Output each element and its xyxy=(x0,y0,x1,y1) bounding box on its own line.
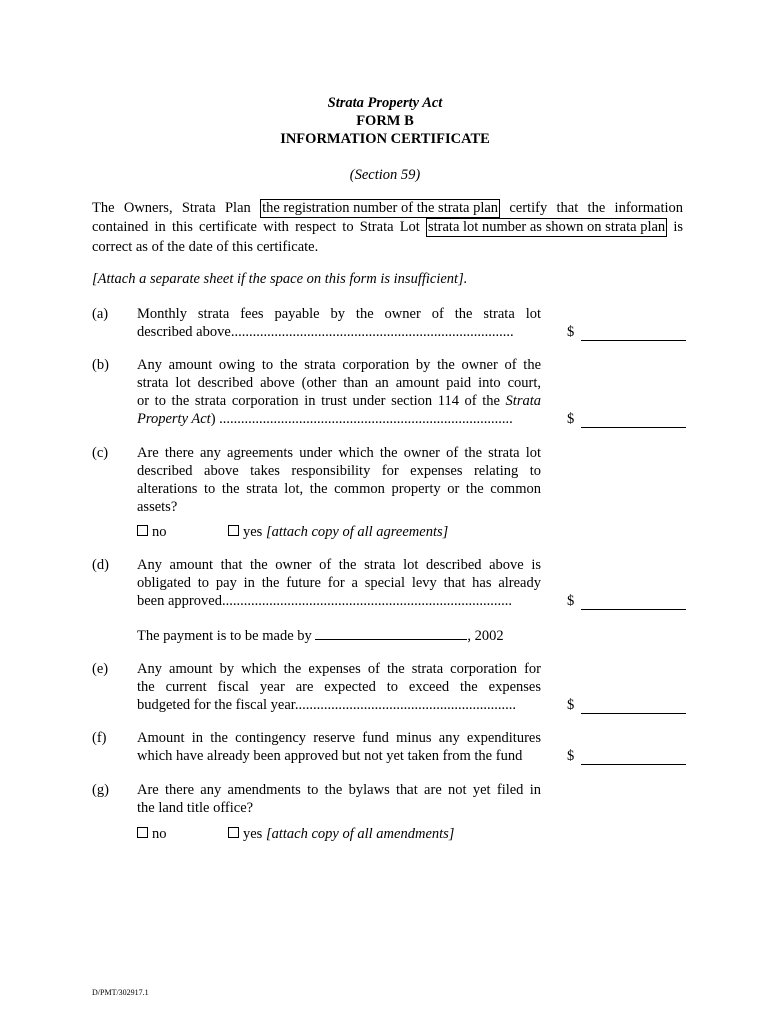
item-e-dollar: $ xyxy=(567,697,575,713)
item-g-line-1: Are there any amendments to the bylaws that are not yet filed in xyxy=(137,782,541,798)
item-f-line-2: which have already been approved but not yet taken from the fund xyxy=(137,748,523,764)
item-e-amount-field[interactable] xyxy=(581,712,686,714)
item-c-no-checkbox[interactable] xyxy=(137,525,148,536)
item-c-line-3: alterations to the strata lot, the common property or the common xyxy=(137,481,541,497)
item-c-no-option[interactable]: no xyxy=(137,523,167,542)
item-c-yes-option[interactable]: yes [attach copy of all agreements] xyxy=(228,523,448,542)
item-b-line-2: strata lot described above (other than an amount paid into court, xyxy=(137,375,541,391)
item-a-letter: (a) xyxy=(92,306,109,322)
item-a-amount-field[interactable] xyxy=(581,339,686,341)
item-a-line-2: described above.............................................................................. xyxy=(137,324,514,340)
intro-line-2 xyxy=(92,218,683,237)
item-e-line-1: Any amount by which the expenses of the strata corporation for xyxy=(137,661,541,677)
item-f-amount-field[interactable] xyxy=(581,763,686,765)
item-g-yes-option[interactable]: yes [attach copy of all amendments] xyxy=(228,825,454,844)
item-d-line-1: Any amount that the owner of the strata lot described above is xyxy=(137,557,541,573)
intro-text-2: certify that the information xyxy=(509,200,684,216)
intro-text-3: contained in this certificate with respect to Strata Lot xyxy=(92,219,420,235)
item-c-letter: (c) xyxy=(92,445,109,461)
item-b-dollar: $ xyxy=(567,411,575,427)
item-d-line-3: been approved................................................................................ xyxy=(137,593,512,609)
item-d-dollar: $ xyxy=(567,593,575,609)
item-b-line-1: Any amount owing to the strata corporation by the owner of the xyxy=(137,357,541,373)
item-b-line-4: Property Act) ................................................................................. xyxy=(137,411,513,427)
item-d-payment-line: The payment is to be made by , 2002 xyxy=(137,628,504,644)
attach-note: [Attach a separate sheet if the space on this form is insufficient]. xyxy=(92,271,468,287)
intro-line-1 xyxy=(92,199,683,218)
item-e-line-3: budgeted for the fiscal year............................................................. xyxy=(137,697,516,713)
item-f-line-1: Amount in the contingency reserve fund minus any expenditures xyxy=(137,730,541,746)
item-f-letter: (f) xyxy=(92,730,107,746)
strata-plan-number-field[interactable]: the registration number of the strata plan xyxy=(262,200,499,216)
intro-text-1: The Owners, Strata Plan xyxy=(92,200,251,216)
document-id: D/PMT/302917.1 xyxy=(92,988,149,997)
intro-line-3: correct as of the date of this certificate. xyxy=(92,239,319,255)
item-g-no-checkbox[interactable] xyxy=(137,827,148,838)
item-e-letter: (e) xyxy=(92,661,109,677)
payment-date-field[interactable] xyxy=(315,627,467,640)
item-b-line-3: or to the strata corporation in trust under section 114 of the Strata xyxy=(137,393,541,409)
item-c-line-2: described above takes responsibility for expenses relating to xyxy=(137,463,541,479)
item-c-line-1: Are there any agreements under which the owner of the strata lot xyxy=(137,445,541,461)
item-g-line-2: the land title office? xyxy=(137,800,254,816)
act-title: Strata Property Act xyxy=(327,95,443,111)
item-d-amount-field[interactable] xyxy=(581,608,686,610)
item-b-amount-field[interactable] xyxy=(581,426,686,428)
item-b-letter: (b) xyxy=(92,357,109,373)
item-a-line-1: Monthly strata fees payable by the owner of the strata lot xyxy=(137,306,541,322)
item-e-line-2: the current fiscal year are expected to exceed the expenses xyxy=(137,679,541,695)
section-ref: (Section 59) xyxy=(349,167,421,183)
item-g-yes-checkbox[interactable] xyxy=(228,827,239,838)
item-g-no-option[interactable]: no xyxy=(137,825,167,844)
item-d-line-2: obligated to pay in the future for a special levy that has already xyxy=(137,575,541,591)
item-c-line-4: assets? xyxy=(137,499,178,515)
item-f-dollar: $ xyxy=(567,748,575,764)
item-a-dollar: $ xyxy=(567,324,575,340)
intro-text-4: is xyxy=(673,219,683,235)
page-title: INFORMATION CERTIFICATE xyxy=(280,131,490,147)
item-c-yes-checkbox[interactable] xyxy=(228,525,239,536)
strata-lot-number-field[interactable]: strata lot number as shown on strata plan xyxy=(427,219,666,235)
form-label: FORM B xyxy=(356,113,414,129)
item-d-letter: (d) xyxy=(92,557,109,573)
item-g-letter: (g) xyxy=(92,782,109,798)
